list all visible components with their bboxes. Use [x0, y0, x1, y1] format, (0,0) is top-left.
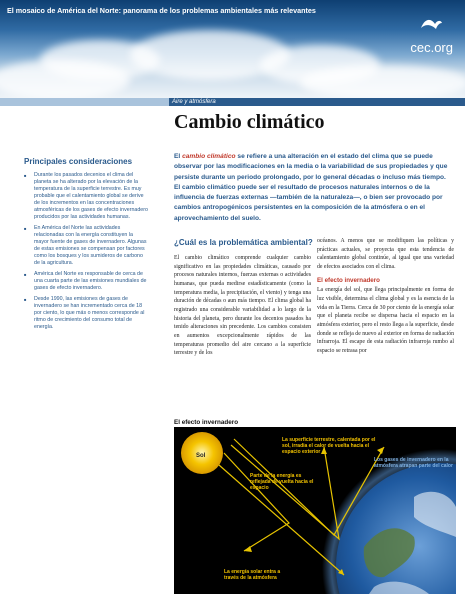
greenhouse-effect-figure — [174, 427, 456, 594]
figure-caption: El efecto invernadero — [174, 419, 239, 426]
sidebar-item: ■ Durante los pasados decenios el clima del planeta se ha alterado por la elevación de la temperatura de la superficie terrestre. Es muy probable que el calentamiento global se derive de los incrementos en las concentraciones atmosféricas de los gases de efecto invernadero producidos por las actividades humanas. — [24, 172, 149, 221]
publication-title: El mosaico de América del Norte: panorama de los problemas ambientales más relevantes — [7, 6, 316, 15]
key-considerations-sidebar — [24, 157, 149, 335]
page-title: Cambio climático — [174, 111, 325, 133]
sidebar-item: ■ América del Norte es responsable de cerca de una cuarta parte de las emisiones mundiales de gases de efecto invernadero. — [24, 271, 149, 292]
reflected-label: Parte de la energía es reflejada de vuelta hacia el espacio — [250, 473, 314, 491]
incoming-energy-label: La energía solar entra a través de la atmósfera — [224, 569, 281, 581]
intro-prefix: El — [174, 153, 183, 160]
intro-body: se refiere a una alteración en el estado del clima que se puede observar por las modificaciones en la media o la variabilidad de sus propiedades y que persiste durante un periodo prolongado, por lo general décadas o incluso más tiempo. El cambio climático puede ser el resultado de procesos naturales internos o de la influencia de fuerzas externas —también de la naturaleza—, o bien ser provocado por cambios antropogénicos persistentes en la composición de la atmósfera o en el aprovechamiento del suelo. — [174, 153, 448, 222]
surface-label: La superficie terrestre, calentada por el sol, irradia el calor de vuelta hacia el espacio exterior — [282, 437, 376, 455]
left-band — [0, 98, 169, 106]
cec-logo-link[interactable]: cec.org — [410, 40, 453, 55]
sidebar-item: ■ En América del Norte las actividades relacionadas con la energía constituyen la mayor fuente de gases de invernadero. Algunas de estas emisiones se compensan por factores como los bosques y los sumideros de carbono de la agricultura. — [24, 225, 149, 267]
section-heading: ¿Cuál es la problemática ambiental? — [174, 238, 313, 247]
subsection-heading: El efecto invernadero — [317, 276, 380, 284]
sidebar-list — [24, 172, 149, 331]
body-paragraph: océanos. A menos que se modifiquen las políticas y prácticas actuales, se proyecta que esta tendencia de calentamiento global continúe, al igual que una variedad de efectos asociados con el clima. — [317, 238, 454, 270]
body-column-2 — [317, 237, 454, 356]
header-banner — [0, 0, 465, 98]
sidebar-heading: Principales consideraciones — [24, 157, 133, 166]
cec-logo-icon — [417, 14, 443, 36]
intro-term: cambio climático — [182, 153, 236, 160]
greenhouse-gases-label: Los gases de invernadero en la atmósfera atrapan parte del calor — [374, 457, 453, 469]
body-paragraph: La energía del sol, que llega principalmente en forma de luz visible, determina el clima global y es la esencia de la vida en la Tierra. Cerca de 30 por ciento de la energía solar que el planeta recibe se dispersa hacia el espacio en la atmósfera exterior, pero el resto llega a la superficie, desde donde se refleja de nuevo al exterior en forma de radiación infrarroja. El escape de esta radiación infrarroja rumbo al espacio se retrasa por — [317, 287, 454, 354]
sidebar-item: ■ Desde 1990, las emisiones de gases de invernadero se han incrementado cerca de 18 por ciento, lo que más o menos corresponde al ritmo de crecimiento del consumo total de energía. — [24, 296, 149, 331]
body-column-1: El cambio climático comprende cualquier cambio significativo en las propiedades climáticas, causado por procesos naturales internos, fuerzas externas o actividades humanas, que pueda medirse estadísticamente (como la temperatura media, la precipitación, el viento) y tenga una duración de décadas o aun más tiempo. El clima global ha registrado una considerable variabilidad a lo largo de la historia del planeta, pero durante los decenios pasados ha tenido alteraciones sin precedente. Los cambios consisten en aumentos excepcionalmente rápidos de las temperaturas promedio del aire cercano a la superficie terrestre y de los — [174, 255, 311, 357]
category-label: Aire y atmósfera — [172, 99, 216, 105]
sun-label: Sol — [196, 453, 206, 459]
intro-paragraph — [174, 152, 452, 224]
